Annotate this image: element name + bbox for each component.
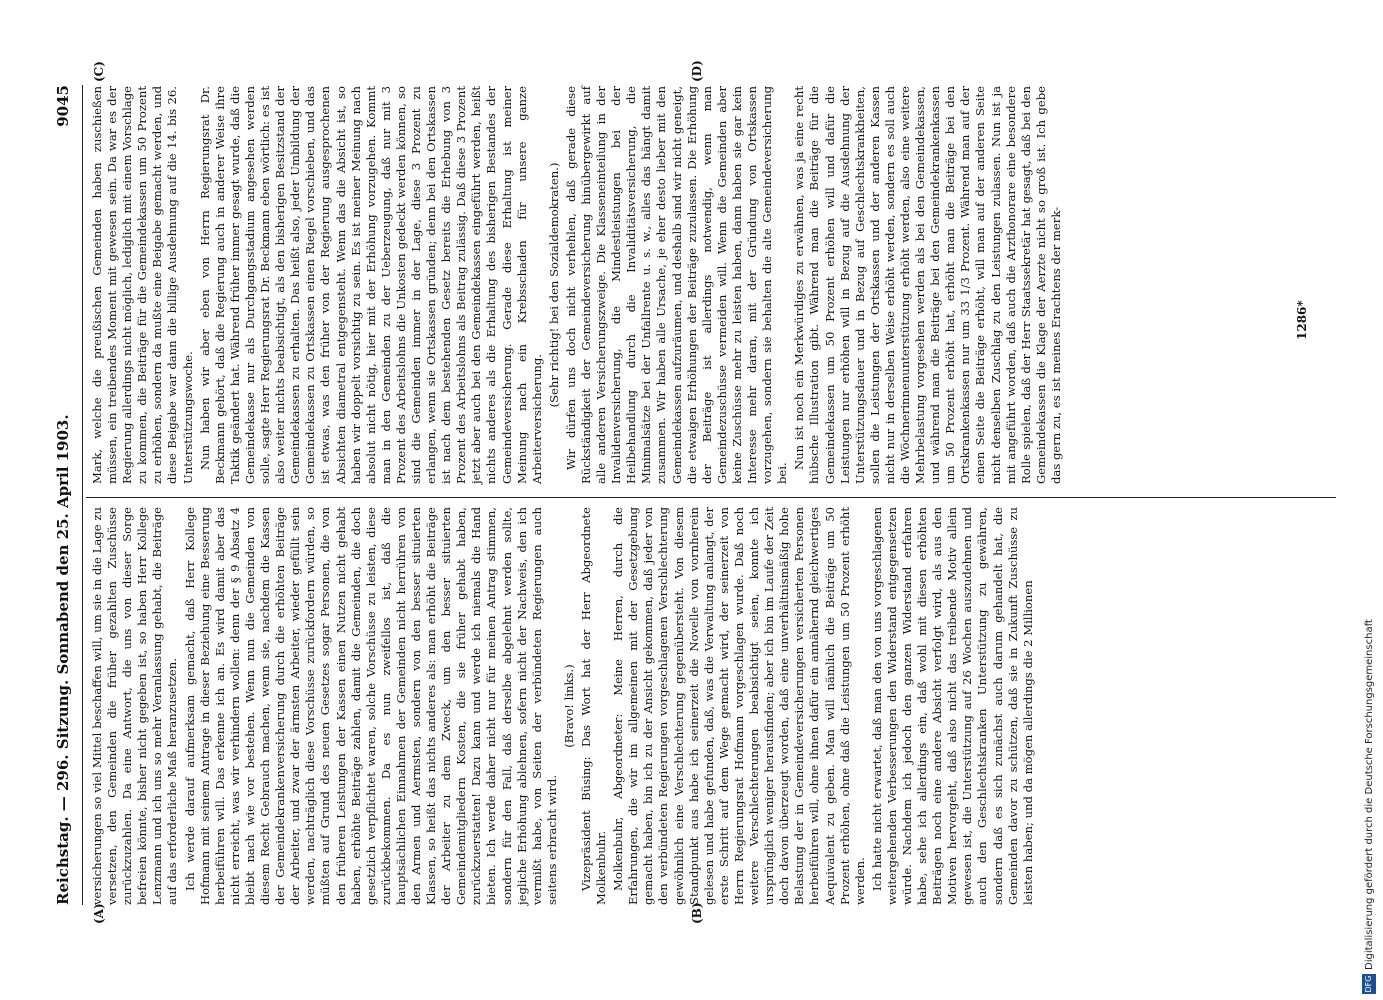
page-header <box>54 85 78 905</box>
page-number: 9045 <box>54 85 72 127</box>
paragraph: Nun ist noch ein Merkwürdiges zu erwähnen, was ja eine recht hübsche Illustration gibt. Während man die Beiträge für die Gemeindekassen um 50 Prozent erhöhen will und dafür die Leistungen nur erhöhen will in Bezug auf die Ausdehnung der Unterstützungsdauer und in Bezug auf Geschlechtskrankheiten, sollen die Leistungen der Ortskassen und der anderen Kassen nicht nur in derselben Weise erhöht werden, sondern es soll auch die Wöchnerinnenunterstützung erhöht werden, also eine weitere Mehrbelastung vorgesehen werden als bei den Gemeindekassen, und während man die Beiträge bei den Gemeindekrankenkassen um 50 Prozent erhöht hat, erhöht man die Beiträge bei den Ortskrankenkassen nur um 33 1/3 Prozent. Während man auf der einen Seite die Beiträge erhöht, will man auf der anderen Seite nicht denselben Zuschlag zu den Leistungen zulassen. Nun ist ja mit angeführt worden, daß auch die Arzthonorare eine besondere Rolle spielen, daß der Herr Staatssekretär hat gesagt, daß bei den Gemeindekassen die Klage der Aerzte nicht so groß ist. Ich gebe das gern zu, es ist meines Erachtens der merk- <box>792 86 1063 484</box>
paragraph: Ich werde darauf aufmerksam gemacht, daß Herr Kollege Hofmann mit seinem Antrage in dieser Beziehung eine Besserung herbeiführen will. Das erkenne ich an. Es wird damit aber das nicht erreicht, was wir verhindern wollen: denn der § 9 Absatz 4 bleibt nach wie vor bestehen. Wenn nun die Gemeinden von diesem Recht Gebrauch machen, wenn sie, nachdem die Kassen der Gemeindekrankenversicherung durch die erhöhten Beiträge der Arbeiter, und zwar der ärmsten Arbeiter, wieder gefüllt sein werden, nachträglich diese Vorschüsse zurückfordern würden, so müßten auf Grund des neuen Gesetzes sogar Personen, die von den früheren Leistungen der Kassen einen Nutzen nicht gehabt haben, erhöhte Beiträge zahlen, damit die Gemeinden, die doch gesetzlich verpflichtet waren, solche Vorschüsse zu leisten, diese zurückbekommen. Da es nun zweifellos ist, daß die hauptsächlichen Einnahmen der Gemeinden nicht herrühren von den Armen und Aermsten, sondern von den besser situierten Klassen, so heißt das nichts anderes als: man erhöht die Beiträge der Arbeiter zu dem Zweck, um den besser situierten Gemeindemitgliedern Kosten, die sie früher gehabt haben, zurückzuerstatten! Dazu kann und werde ich niemals die Hand bieten. Ich werde daher nicht nur für meinen Antrag stimmen, sondern für den Fall, daß derselbe abgelehnt werden sollte, jegliche Erhöhung ablehnen, sofern nicht der Nachweis, den ich vermißt habe, von Seiten der verbündeten Regierungen auch seitens erbracht wird. <box>182 507 559 905</box>
dfg-logo-icon: DFG <box>1362 974 1376 994</box>
paragraph: versicherungen so viel Mittel beschaffen will, um sie in die Lage zu versetzen, den Gemeinden die früher gezahlten Zuschüsse zurückzuzahlen. Da eine Antwort, die uns von dieser Sorge befreien könnte, bisher nicht gegeben ist, so haben Herr Kollege Lenzmann und ich uns so mehr Veranlassung gehabt, die Beiträge auf das erforderliche Maß heranzusetzen. <box>90 507 180 905</box>
paragraph: Nun haben wir aber eben von Herrn Regierungsrat Dr. Beckmann gehört, daß die Regierung auch in anderer Weise ihre Taktik geändert hat. Während früher immer gesagt wurde, daß die Gemeindekasse nur als Durchgangsstadium angesehen werden solle, sagte Herr Regierungsrat Dr. Beckmann eben wörtlich: es ist also weiter nichts beabsichtigt, als den bisherigen Besitzstand der Gemeindekassen zu erhalten. Das heißt also, jeder Umbildung der Gemeindekassen zu Ortskassen einen Riegel vorschieben, und das ist etwas, was den früher von der Regierung ausgesprochenen Absichten diametral entgegensteht. Wenn das die Absicht ist, so haben wir doppelt vorsichtig zu sein. Es ist meiner Meinung nach absolut nicht nötig, hier mit der Erhöhung vorzugehen. Kommt man in den Gemeinden zu der Ueberzeugung, daß nur mit 3 Prozent des Arbeitslohns die Unkosten gedeckt werden können, so sind die Gemeinden immer in der Lage, diese 3 Prozent zu erlangen, wenn sie Ortskassen gründen; denn bei den Ortskassen ist nach dem bestehenden Gesetz bereits die Erhebung von 3 Prozent des Arbeitslohns als Beitrag zulässig. Daß diese 3 Prozent jetzt aber auch bei den Gemeindekassen eingeführt werden, heißt nichts anderes als die Erhaltung des bisherigen Bestandes der Gemeindeversicherung. Gerade diese Erhaltung ist meiner Meinung nach ein Krebsschaden für unsere ganze Arbeiterversicherung. <box>197 86 544 484</box>
margin-mark-b: (B) <box>690 902 704 924</box>
credit-text: Digitalisierung gefördert durch die Deutsche Forschungsgemeinschaft <box>1364 619 1375 970</box>
paragraph: Vizepräsident Büsing: Das Wort hat der Herr Abgeordnete Molkenbuhr. <box>579 507 609 905</box>
running-head: Reichstag. — 296. Sitzung. Sonnabend den 25. April 1903. <box>54 414 72 905</box>
column-divider <box>86 497 1336 498</box>
paragraph: Mark, welche die preußischen Gemeinden haben zuschießen müssen, ein treibendes Moment mit gewesen sein. Da war es der Regierung allerdings nicht möglich, lediglich mit einem Vorschlage zu kommen, die Beiträge für die Gemeindekassen um 50 Prozent zu erhöhen, sondern da mußte eine Beigabe gemacht werden, und diese Beigabe war dann die billige Ausdehnung auf die 14. bis 26. Unterstützungswoche. <box>90 86 195 484</box>
interjection: (Sehr richtig! bei den Sozialdemokraten.) <box>546 162 561 408</box>
paragraph: Molkenbuhr, Abgeordneter: Meine Herren, durch die Erfahrungen, die wir im allgemeinen mit der Gesetzgebung gemacht haben, bin ich zu der Ansicht gekommen, daß jeder von den verbündeten Regierungen vorgeschlagenen Verschlechterung gewöhnlich eine Verschlechterung gegenübersteht. Von diesem Standpunkt aus habe ich seinerzeit die Novelle von vornherein gelesen und habe gefunden, daß, was die Verwaltung anlangt, der erste Schritt auf dem Wege gemacht wird, der seinerzeit von Herrn Regierungsrat Hofmann vorgeschlagen wurde. Daß noch weitere Verschlechterungen beabsichtigt seien, konnte ich ursprünglich weniger herausfinden; aber ich bin im Laufe der Zeit doch davon überzeugt worden, daß eine unverhältnismäßig hohe Belastung der in Gemeindeversicherungen versicherten Personen herbeiführen will, ohne ihnen dafür ein annähernd gleichwertiges Aequivalent zu geben. Man will nämlich die Beiträge um 50 Prozent erhöhen, ohne daß die Leistungen um 50 Prozent erhöht werden. <box>611 507 867 905</box>
margin-mark-d: (D) <box>690 60 704 82</box>
left-column <box>90 507 1038 905</box>
header-rule <box>82 85 83 905</box>
interjection: (Bravo! links.) <box>561 664 576 748</box>
margin-mark-a: (A) <box>92 903 106 924</box>
paragraph: Ich hatte nicht erwartet, daß man den von uns vorgeschlagenen weitergehenden Verbesserungen den Widerstand entgegensetzen würde. Nachdem ich jedoch den ganzen Widerstand erfahren habe, sehe ich allerdings ein, daß wohl mit diesen erhöhten Beiträgen noch eine andere Absicht verfolgt wird, als aus den Motiven hervorgeht, daß also nicht das treibende Motiv allein gewesen ist, die Unterstützung auf 26 Wochen auszudehnen und auch den Geschlechtskranken Unterstützung zu gewähren, sondern daß es sich zunächst auch darum gehandelt hat, die Gemeinden davor zu schützen, daß sie in Zukunft Zuschüsse zu leisten haben; und da mögen allerdings die 2 Millionen <box>869 507 1035 905</box>
paragraph: Wir dürfen uns doch nicht verhehlen, daß gerade diese Rückständigkeit der Gemeindeversicherung hinübergewirkt auf alle anderen Versicherungszweige. Die Klasseneinteilung in der Invalidenversicherung, die Mindestleistungen bei der Heilbehandlung durch die Invaliditätsversicherung, die Minimalsätze bei der Unfallrente u. s. w., alles das hängt damit zusammen. Wir haben alle Ursache, je eher desto lieber mit den Gemeindekassen aufzuräumen, und deshalb sind wir nicht geneigt, die etwaigen Erhöhungen der Beiträge zuzulassen. Die Erhöhung der Beiträge ist allerdings notwendig, wenn man Gemeindezuschüsse vermeiden will. Wenn die Gemeinden aber keine Zuschüsse mehr zu leisten haben, dann haben sie gar kein Interesse mehr daran, mit der Gründung von Ortskassen vorzugehen, sondern sie behalten die alte Gemeindeversicherung bei. <box>563 86 790 484</box>
right-column <box>90 86 1066 484</box>
sheet-number: 1286* <box>1295 300 1309 340</box>
margin-mark-c: (C) <box>92 61 106 82</box>
